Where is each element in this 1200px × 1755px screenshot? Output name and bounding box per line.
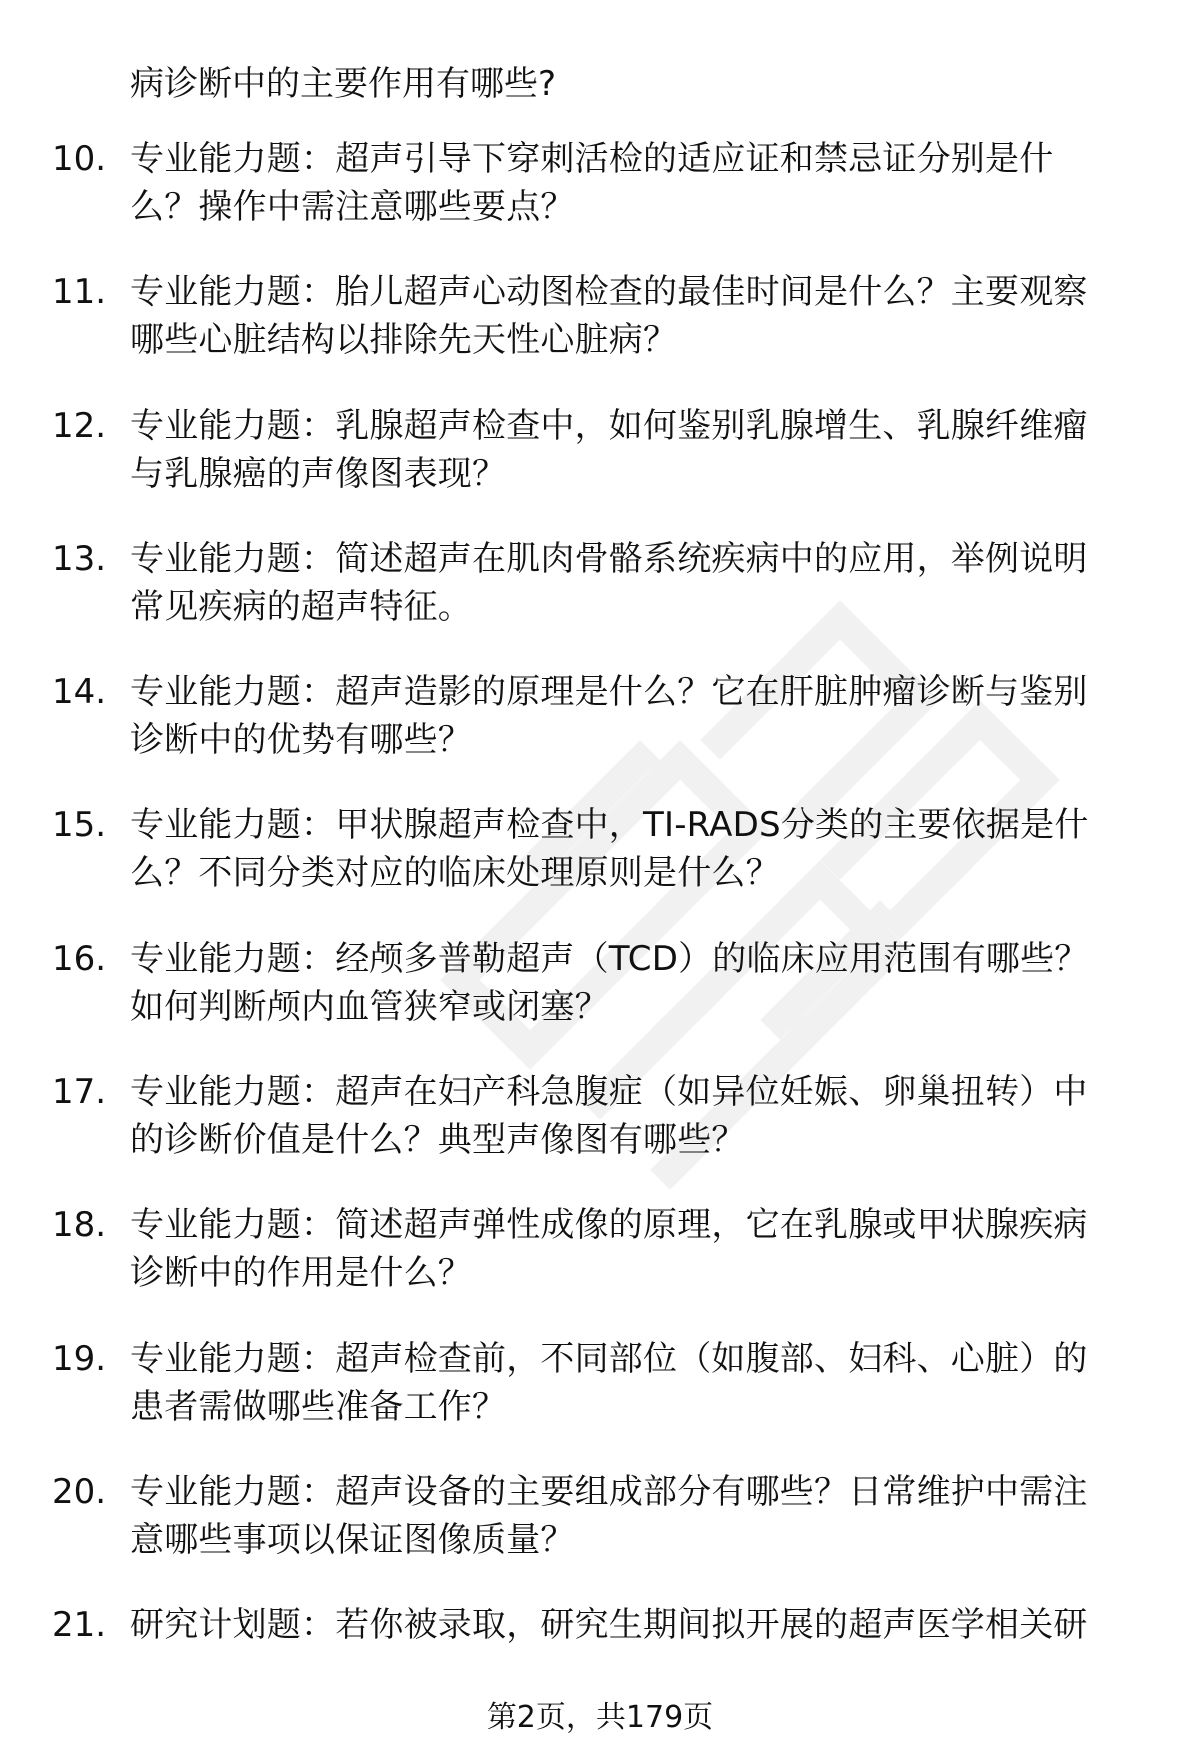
question-number: 11.	[52, 272, 107, 313]
question-line: 专业能力题：超声造影的原理是什么？它在肝脏肿瘤诊断与鉴别	[130, 672, 1088, 713]
question-item	[0, 935, 1200, 1068]
question-line: 专业能力题：简述超声在肌肉骨骼系统疾病中的应用，举例说明	[130, 538, 1088, 579]
question-item	[0, 1068, 1200, 1201]
question-number: 20.	[52, 1471, 107, 1512]
question-text	[130, 1335, 1148, 1431]
question-item	[0, 801, 1200, 934]
question-item	[0, 668, 1200, 801]
question-line: 哪些心脏结构以排除先天性心脏病？	[130, 320, 678, 361]
question-text	[130, 935, 1148, 1031]
question-number: 14.	[52, 672, 107, 713]
question-line: 么？操作中需注意哪些要点？	[130, 187, 575, 227]
question-number: 15.	[52, 805, 107, 846]
question-item	[0, 1201, 1200, 1334]
question-line: 专业能力题：超声设备的主要组成部分有哪些？日常维护中需注	[130, 1471, 1088, 1512]
question-line: 专业能力题：经颅多普勒超声（TCD）的临床应用范围有哪些？	[130, 938, 1089, 979]
question-text	[130, 135, 1148, 231]
question-line: 专业能力题：超声检查前，不同部位（如腹部、妇科、心脏）的	[130, 1338, 1088, 1379]
question-text	[130, 402, 1148, 498]
question-text	[130, 668, 1148, 764]
question-item	[0, 402, 1200, 535]
question-line: 专业能力题：胎儿超声心动图检查的最佳时间是什么？主要观察	[130, 272, 1088, 313]
question-list	[0, 135, 1200, 1735]
question-number: 12.	[52, 405, 107, 446]
question-text	[130, 1068, 1148, 1164]
question-number: 17.	[52, 1072, 107, 1113]
question-item	[0, 535, 1200, 668]
question-text	[130, 1201, 1148, 1297]
question-text	[130, 1601, 1148, 1649]
question-line: 研究计划题：若你被录取，研究生期间拟开展的超声医学相关研	[130, 1605, 1088, 1646]
question-item	[0, 135, 1200, 268]
question-item	[0, 1335, 1200, 1468]
question-number: 18.	[52, 1205, 107, 1246]
question-line: 诊断中的作用是什么？	[130, 1253, 472, 1294]
question-line: 如何判断颅内血管狭窄或闭塞？	[130, 986, 609, 1027]
question-number: 13.	[52, 538, 107, 579]
question-line: 专业能力题：超声在妇产科急腹症（如异位妊娠、卵巢扭转）中	[130, 1072, 1088, 1113]
question-line: 患者需做哪些准备工作？	[130, 1386, 507, 1427]
page-footer: 第2页，共179页	[486, 1700, 714, 1735]
question-line: 专业能力题：乳腺超声检查中，如何鉴别乳腺增生、乳腺纤维瘤	[130, 405, 1088, 446]
question-line: 诊断中的优势有哪些？	[130, 720, 472, 761]
question-number: 21.	[52, 1605, 107, 1646]
question-line: 专业能力题：简述超声弹性成像的原理，它在乳腺或甲状腺疾病	[130, 1205, 1088, 1246]
question-line: 常见疾病的超声特征。	[130, 586, 472, 627]
question-number: 10.	[52, 139, 107, 179]
question-number: 19.	[52, 1338, 107, 1379]
question-item	[0, 268, 1200, 401]
continuation-text: 病诊断中的主要作用有哪些?	[130, 64, 557, 104]
question-line: 专业能力题：超声引导下穿刺活检的适应证和禁忌证分别是什	[130, 139, 1054, 179]
question-line: 的诊断价值是什么？典型声像图有哪些？	[130, 1120, 746, 1161]
question-line: 意哪些事项以保证图像质量？	[130, 1519, 575, 1560]
question-text	[130, 535, 1148, 631]
question-number: 16.	[52, 938, 107, 979]
question-line: 专业能力题：甲状腺超声检查中，TI-RADS分类的主要依据是什	[130, 805, 1089, 846]
question-line: 与乳腺癌的声像图表现？	[130, 453, 507, 494]
question-text	[130, 1468, 1148, 1564]
question-text	[130, 801, 1148, 897]
question-item	[0, 1468, 1200, 1601]
question-line: 么？不同分类对应的临床处理原则是什么？	[130, 853, 780, 894]
question-text	[130, 268, 1148, 364]
